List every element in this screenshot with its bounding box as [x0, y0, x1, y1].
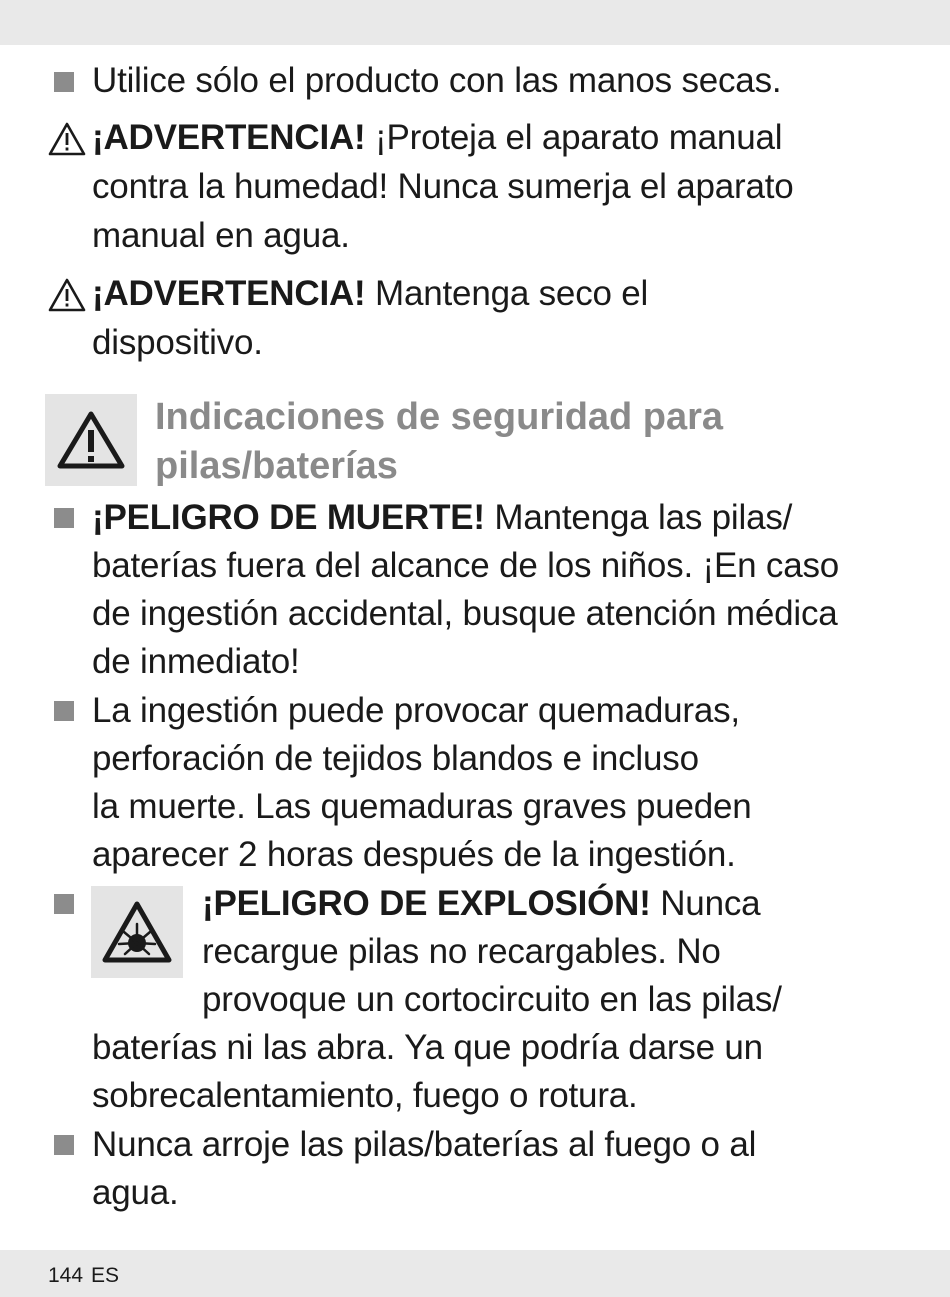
explosion-warning-box	[91, 886, 183, 978]
bullet-square	[54, 701, 74, 721]
explosion-line4: baterías ni las abra. Ya que podría darse un	[92, 1028, 763, 1067]
warning-humidity-line3: manual en agua.	[92, 216, 350, 255]
warning-icon	[48, 278, 86, 312]
explosion-line3: provoque un cortocircuito en las pilas/	[202, 980, 782, 1019]
language-code: ES	[91, 1264, 120, 1287]
ingestion-line4: aparecer 2 horas después de la ingestión.	[92, 835, 736, 874]
warning-label: ¡ADVERTENCIA!	[92, 118, 366, 157]
explosion-line5: sobrecalentamiento, fuego o rotura.	[92, 1076, 638, 1115]
warning-humidity-line1: ¡ADVERTENCIA! ¡Proteja el aparato manual	[92, 118, 783, 157]
bullet-square	[54, 1135, 74, 1155]
fire-line1: Nunca arroje las pilas/baterías al fuego o al	[92, 1125, 757, 1164]
warning-humidity-line2: contra la humedad! Nunca sumerja el aparato	[92, 167, 794, 206]
bullet-square	[54, 894, 74, 914]
dry-hands-text: Utilice sólo el producto con las manos secas.	[92, 61, 782, 100]
warning-icon	[48, 122, 86, 156]
danger-death-line3: de ingestión accidental, busque atención médica	[92, 594, 838, 633]
explosion-label: ¡PELIGRO DE EXPLOSIÓN!	[202, 884, 651, 923]
warning-label: ¡ADVERTENCIA!	[92, 274, 366, 313]
fire-line2: agua.	[92, 1173, 179, 1212]
page-footer	[48, 1264, 127, 1288]
bottom-band	[0, 1250, 950, 1297]
warning-dry-line1: ¡ADVERTENCIA! Mantenga seco el	[92, 274, 649, 313]
ingestion-line2: perforación de tejidos blandos e incluso	[92, 739, 699, 778]
section-warning-box	[45, 394, 137, 486]
explosion-line2: recargue pilas no recargables. No	[202, 932, 721, 971]
explosion-line1: ¡PELIGRO DE EXPLOSIÓN! Nunca	[202, 884, 761, 923]
ingestion-line3: la muerte. Las quemaduras graves pueden	[92, 787, 752, 826]
bullet-square	[54, 72, 74, 92]
page-number: 144	[48, 1264, 84, 1287]
danger-death-label: ¡PELIGRO DE MUERTE!	[92, 498, 485, 537]
bullet-square	[54, 508, 74, 528]
danger-death-line4: de inmediato!	[92, 642, 300, 681]
explosion-icon	[91, 886, 183, 978]
warning-dry-line2: dispositivo.	[92, 323, 263, 362]
ingestion-line1: La ingestión puede provocar quemaduras,	[92, 691, 740, 730]
section-title-line1: Indicaciones de seguridad para	[155, 396, 724, 438]
danger-death-line1: ¡PELIGRO DE MUERTE! Mantenga las pilas/	[92, 498, 793, 537]
warning-icon	[45, 394, 137, 486]
top-band	[0, 0, 950, 45]
danger-death-line2: baterías fuera del alcance de los niños. ¡En caso	[92, 546, 840, 585]
section-title-line2: pilas/baterías	[155, 445, 398, 487]
